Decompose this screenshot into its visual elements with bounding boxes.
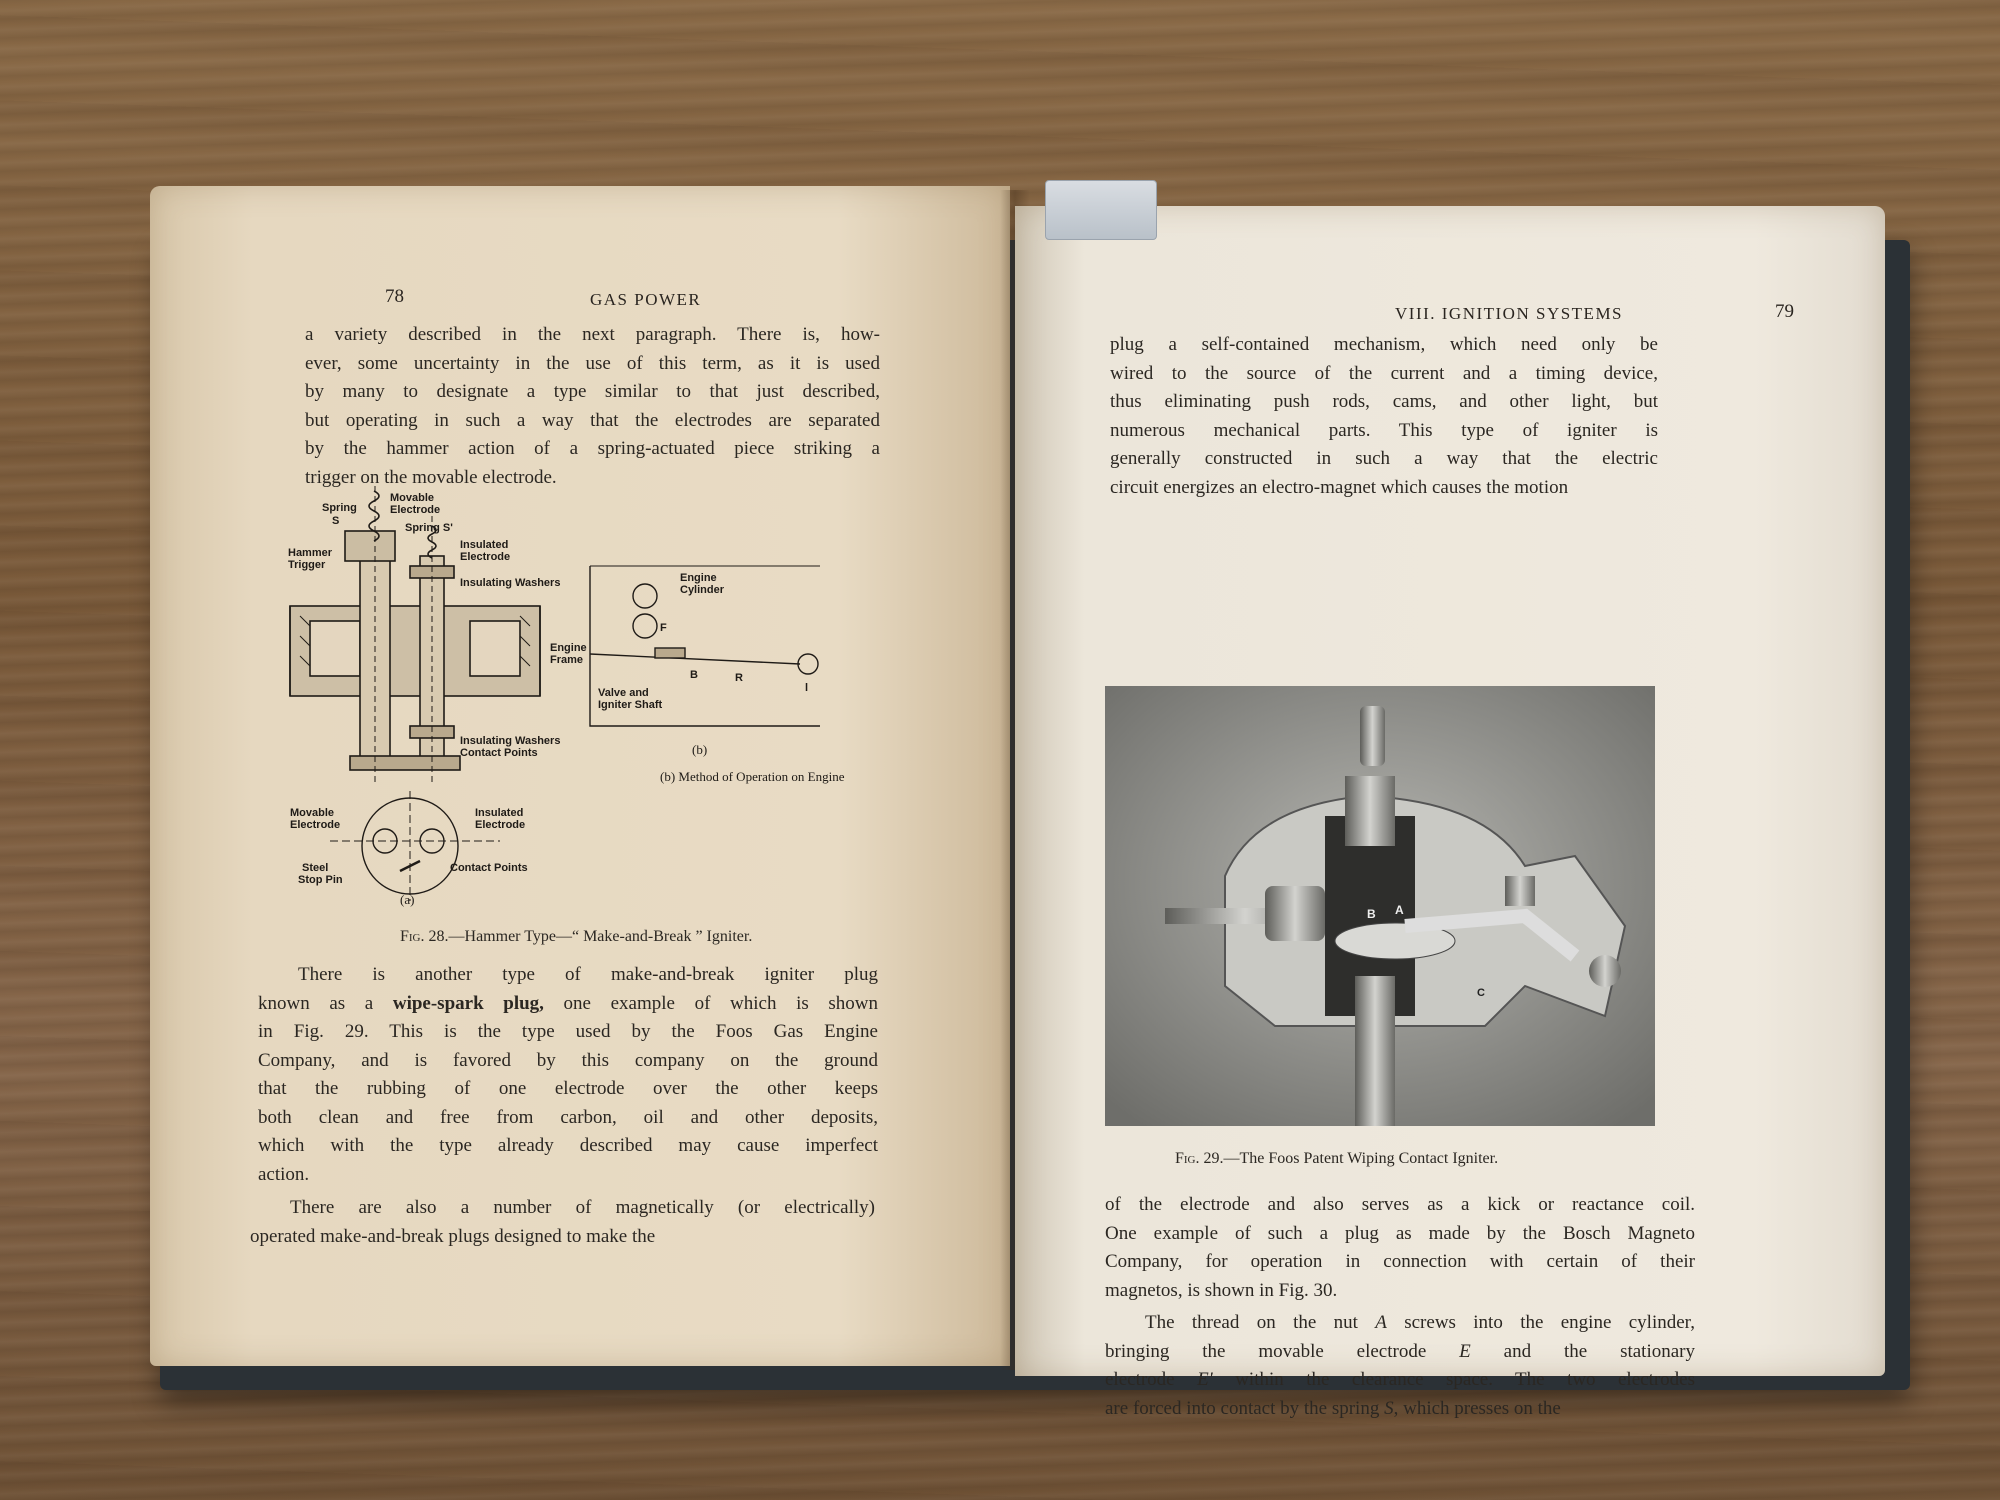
label-steel-2: Stop Pin [298, 874, 343, 886]
fig29-photo-drawing [1105, 686, 1655, 1126]
label-engine-cyl-1: Engine [680, 572, 717, 584]
label-contact-points-2: Contact Points [450, 862, 528, 874]
fig29-photo [1105, 686, 1655, 1126]
text-line: There are also a number of magnetically (or electrically) [290, 1197, 875, 1218]
text-line: are forced into contact by the spring S, which presses on the [1105, 1397, 1561, 1419]
fig28-caption [400, 928, 752, 946]
label-spring: Spring [322, 502, 357, 514]
text-line: that the rubbing of one electrode over the other keeps [258, 1078, 878, 1099]
text-line: known as a wipe-spark plug, one example of which is shown [258, 992, 879, 1014]
emphasis: wipe-spark plug, [392, 992, 544, 1014]
text-line: of the electrode and also serves as a kick or reactance coil. [1105, 1194, 1695, 1215]
emphasis: E' [1197, 1369, 1213, 1390]
text-line: The thread on the nut A screws into the engine cylinder, [1145, 1312, 1695, 1333]
label-movable-3: Movable [290, 807, 335, 819]
right-page-number: 79 [1775, 301, 1794, 322]
text-line: electrode E' within the clearance space. The two electrodes [1105, 1369, 1696, 1390]
photo-label-c: C [1477, 987, 1485, 999]
text-line: a variety described in the next paragraph. There is, how- [305, 324, 880, 345]
emphasis: S [1384, 1397, 1394, 1419]
text-line: in Fig. 29. This is the type used by the Foos Gas Engine [258, 1021, 878, 1042]
label-insulated-1: Insulated [460, 539, 509, 551]
text-line: One example of such a plug as made by the Bosch Magneto [1105, 1222, 1695, 1244]
label-frame: Frame [550, 654, 584, 666]
text-line: operated make-and-break plugs designed to make the [250, 1225, 656, 1247]
label-contact-points: Contact Points [460, 747, 538, 759]
fig28-diagram [260, 486, 900, 906]
label-insulating-washers-2: Insulating Washers [460, 735, 561, 747]
label-movable-electrode-2: Electrode [390, 504, 441, 516]
label-movable-electrode-1: Movable [390, 492, 435, 504]
label-steel-1: Steel [302, 862, 329, 874]
label-insulating-washers: Insulating Washers [460, 577, 561, 589]
text-line: bringing the movable electrode E and the stationary [1105, 1340, 1695, 1362]
label-b-letter: (b) [692, 742, 708, 757]
emphasis: A [1375, 1312, 1387, 1333]
text-line: by many to designate a type similar to that just described, [305, 381, 880, 402]
text-line: trigger on the movable electrode. [305, 466, 557, 488]
left-paragraph-intro [305, 321, 880, 492]
text-line: ever, some uncertainty in the use of this term, as it is used [305, 352, 880, 374]
text-line: magnetos, is shown in Fig. 30. [1105, 1279, 1338, 1301]
text-line: both clean and free from carbon, oil and other deposits, [258, 1106, 878, 1128]
text-line: action. [258, 1163, 310, 1185]
right-running-head: VIII. IGNITION SYSTEMS [1395, 304, 1624, 323]
text-line: generally constructed in such a way that the electric [1110, 448, 1658, 469]
right-page [1015, 206, 1885, 1419]
text-line: thus eliminating push rods, cams, and other light, but [1110, 391, 1658, 412]
right-paragraph-electrode [1105, 1191, 1695, 1305]
right-paragraph-thread [1105, 1309, 1695, 1423]
text-line: There is another type of make-and-break igniter plug [298, 964, 878, 985]
fig29-caption-prefix: Fig. 29. [1175, 1150, 1224, 1167]
label-engine: Engine [550, 642, 587, 654]
label-b-caption: (b) Method of Operation on Engine [660, 769, 845, 784]
open-book [140, 180, 1910, 1419]
fig29-caption-text: —The Foos Patent Wiping Contact Igniter. [1223, 1150, 1499, 1167]
label-f: F [660, 622, 667, 634]
label-b: B [690, 669, 698, 681]
right-paragraph-intro [1110, 331, 1658, 502]
photo-label-b: B [1367, 907, 1376, 921]
label-insulated-4: Electrode [475, 819, 526, 831]
label-insulated-2: Electrode [460, 551, 511, 563]
label-l: l [805, 682, 809, 694]
left-paragraph-magnetic [250, 1194, 875, 1251]
left-paragraph-wipe-spark [258, 961, 878, 1189]
label-valve-1: Valve and [598, 687, 649, 699]
fig29-caption [1175, 1150, 1498, 1168]
label-a-letter: (a) [400, 892, 415, 907]
text-line: numerous mechanical parts. This type of igniter is [1110, 419, 1658, 441]
text-line: Company, for operation in connection with certain of their [1105, 1251, 1695, 1272]
fig28-caption-prefix: Fig. 28. [400, 928, 449, 945]
emphasis: E [1459, 1340, 1471, 1362]
text-line: which with the type already described may cause imperfect [258, 1135, 878, 1156]
left-running-head: GAS POWER [590, 290, 702, 309]
label-engine-cyl-2: Cylinder [680, 584, 725, 596]
text-line: circuit energizes an electro-magnet which causes the motion [1110, 476, 1569, 498]
label-spring-s1: Spring S' [405, 522, 453, 534]
text-line: plug a self-contained mechanism, which need only be [1110, 334, 1658, 355]
left-page-number: 78 [385, 286, 404, 307]
label-s: S [332, 515, 340, 527]
bookmark-ribbon [1045, 180, 1157, 240]
label-valve-2: Igniter Shaft [598, 699, 663, 711]
fig28-caption-text: —Hammer Type—“ Make-and-Break ” Igniter. [448, 928, 753, 945]
photo-label-a: A [1395, 903, 1404, 917]
left-page [150, 186, 1010, 1366]
text-line: by the hammer action of a spring-actuated piece striking a [305, 438, 880, 459]
label-trigger: Trigger [288, 559, 326, 571]
text-line: wired to the source of the current and a timing device, [1110, 362, 1658, 384]
text-line: but operating in such a way that the electrodes are separated [305, 409, 880, 431]
label-r: R [735, 672, 743, 684]
label-insulated-3: Insulated [475, 807, 524, 819]
label-movable-4: Electrode [290, 819, 341, 831]
text-line: Company, and is favored by this company on the ground [258, 1049, 878, 1071]
label-hammer: Hammer [288, 547, 333, 559]
